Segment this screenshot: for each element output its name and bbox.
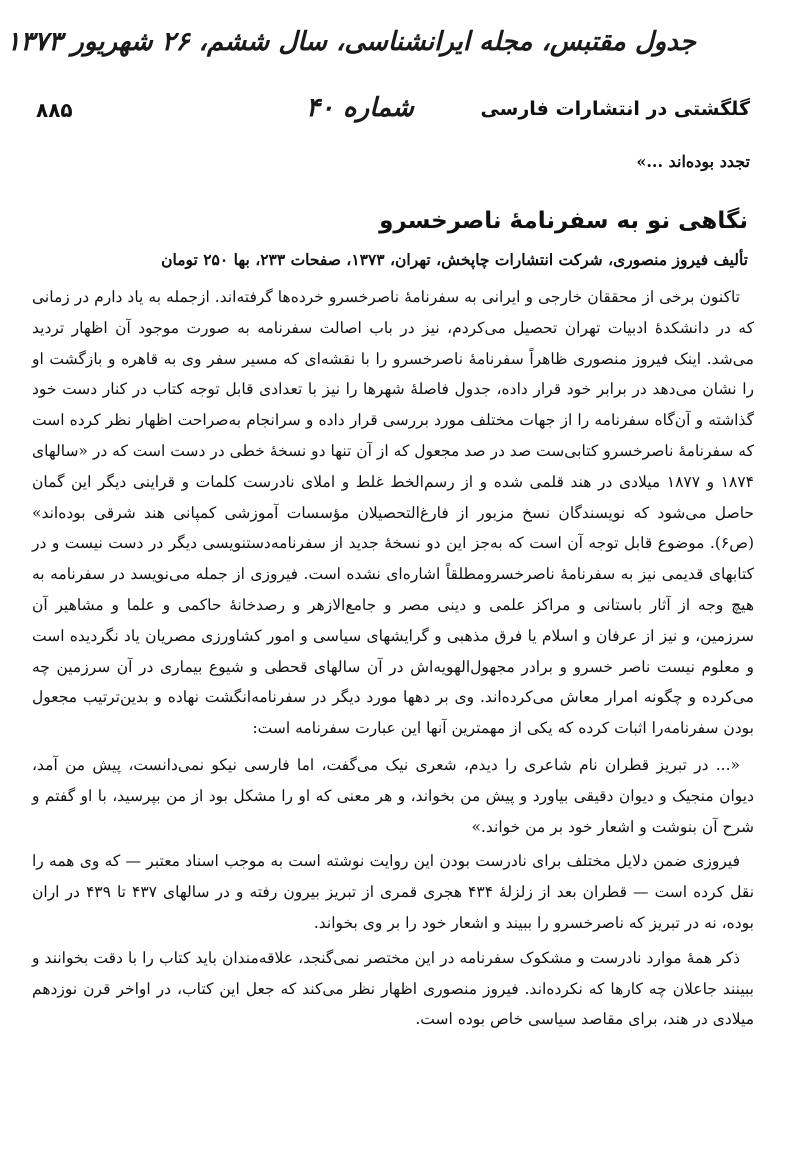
running-header-title: گلگشتی در انتشارات فارسی — [480, 98, 750, 120]
body-paragraph: تاکنون برخی از محققان خارجی و ایرانی به سفرنامهٔ ناصرخسرو خرده‌ها گرفته‌اند. ازجمله به یاد دارم در زمانی که در دانشکدهٔ ادبیات تهران تحصیل می‌کردم، نیز در باب اصالت سفرنامه به صورت موجود آن اظهار تردید می‌شد. اینک فیروز منصوری ظاهراً سفرنامهٔ ناصرخسرو را با نقشه‌ای که مسیر سفر وی به قاهره و بازگشت او را نشان می‌دهد در برابر خود قرار داده، جدول فاصلهٔ شهرها را نیز با تعدادی قابل توجه کتاب در کنار دست خود گذاشته و آن‌گاه سفرنامه را از جهات مختلف مورد بررسی قرار داده و سرانجام به‌صراحت اظهار نظر کرده است که سفرنامهٔ ناصرخسرو کتابی‌ست صد در صد مجعول که از آن تنها دو نسخهٔ خطی در دست است که در «سالهای ۱۸۷۴ و ۱۸۷۷ میلادی در هند قلمی شده و از رسم‌الخط غلط و املای نادرست کلمات و قراینی دیگر این گمان حاصل می‌شود که نویسندگان نسخ مزبور از فارغ‌التحصیلان مؤسسات آموزشی کمپانی هند شرقی بوده‌اند» (ص۶). موضوع قابل توجه آن است که به‌جز این دو نسخهٔ جدید از سفرنامه‌دستنویسی دیگر در دست نیست و در کتابهای قدیمی نیز به سفرنامهٔ ناصرخسرومطلقاً اشاره‌ای نشده است. فیروزی از جمله می‌نویسد در سفرنامه به هیچ وجه از آثار باستانی و مراکز علمی و دینی مصر و جامع‌الازهر و رصدخانهٔ حاکمی و علما و مشاهیر آن سرزمین، و نیز از عرفان و اسلام یا فرق مذهبی و گرایشهای سیاسی و امور کشاورزی مصریان یاد نگردیده است و معلوم نیست ناصر خسرو و برادر مجهول‌الهویه‌اش در آن سالهای قحطی و شیوع بیماری در آن سرزمین چه می‌کرده و چگونه امرار معاش می‌کرده‌اند. وی بر دهها مورد دیگر در سفرنامه‌انگشت نهاده و بدین‌ترتیب مجعول بودن سفرنامه‌را اثبات کرده که یکی از مهمترین آنها این عبارت سفرنامه است: — [32, 288, 755, 738]
previous-article-tail: تجدد بوده‌اند ...» — [636, 152, 750, 171]
handwritten-issue-number: شماره ۴۰ — [306, 93, 414, 123]
body-paragraph: ذکر همهٔ موارد نادرست و مشکوک سفرنامه در این مختصر نمی‌گنجد، علاقه‌مندان باید کتاب را با دقت بخوانند و ببینند جاعلان چه کارها که نکرده‌اند. فیروز منصوری اظهار نظر می‌کند که جعل این کتاب، در اواخر قرن نوزدهم میلادی در هند، برای مقاصد سیاسی خاص بوده است. — [32, 948, 755, 1029]
quoted-passage: «... در تبریز قطران نام شاعری را دیدم، شعری نیک می‌گفت، اما فارسی نیکو نمی‌دانست، پیش من آمد، دیوان منجیک و دیوان دقیقی بیاورد و پیش من بخواند، و هر معنی که او را مشکل بود از من بپرسید، با او گفتم و شرح آن بنوشت و اشعار خود بر من خواند.» — [32, 755, 754, 836]
handwritten-annotation-top: جدول مقتبس، مجله ایرانشناسی، سال ششم، ۲۶ شهریور ۱۳۷۳ — [6, 27, 696, 57]
article-body — [32, 282, 754, 1035]
body-paragraph: فیروزی ضمن دلایل مختلف برای نادرست بودن این روایت نوشته است به موجب اسناد معتبر — که وی همه را نقل کرده است — قطران بعد از زلزلهٔ ۴۳۴ هجری قمری از تبریز بیرون رفته و در سالهای ۴۳۷ تا ۴۳۹ در اران بوده، نه در تبریز که ناصرخسرو را ببیند و اشعار خود را بر وی بخواند. — [32, 852, 755, 932]
article-byline: تألیف فیروز منصوری، شرکت انتشارات چاپخش، تهران، ۱۳۷۳، صفحات ۲۳۳، بها ۲۵۰ تومان — [161, 250, 748, 269]
article-title: نگاهی نو به سفرنامهٔ ناصرخسرو — [379, 208, 748, 234]
page-number: ۸۸۵ — [36, 98, 73, 122]
